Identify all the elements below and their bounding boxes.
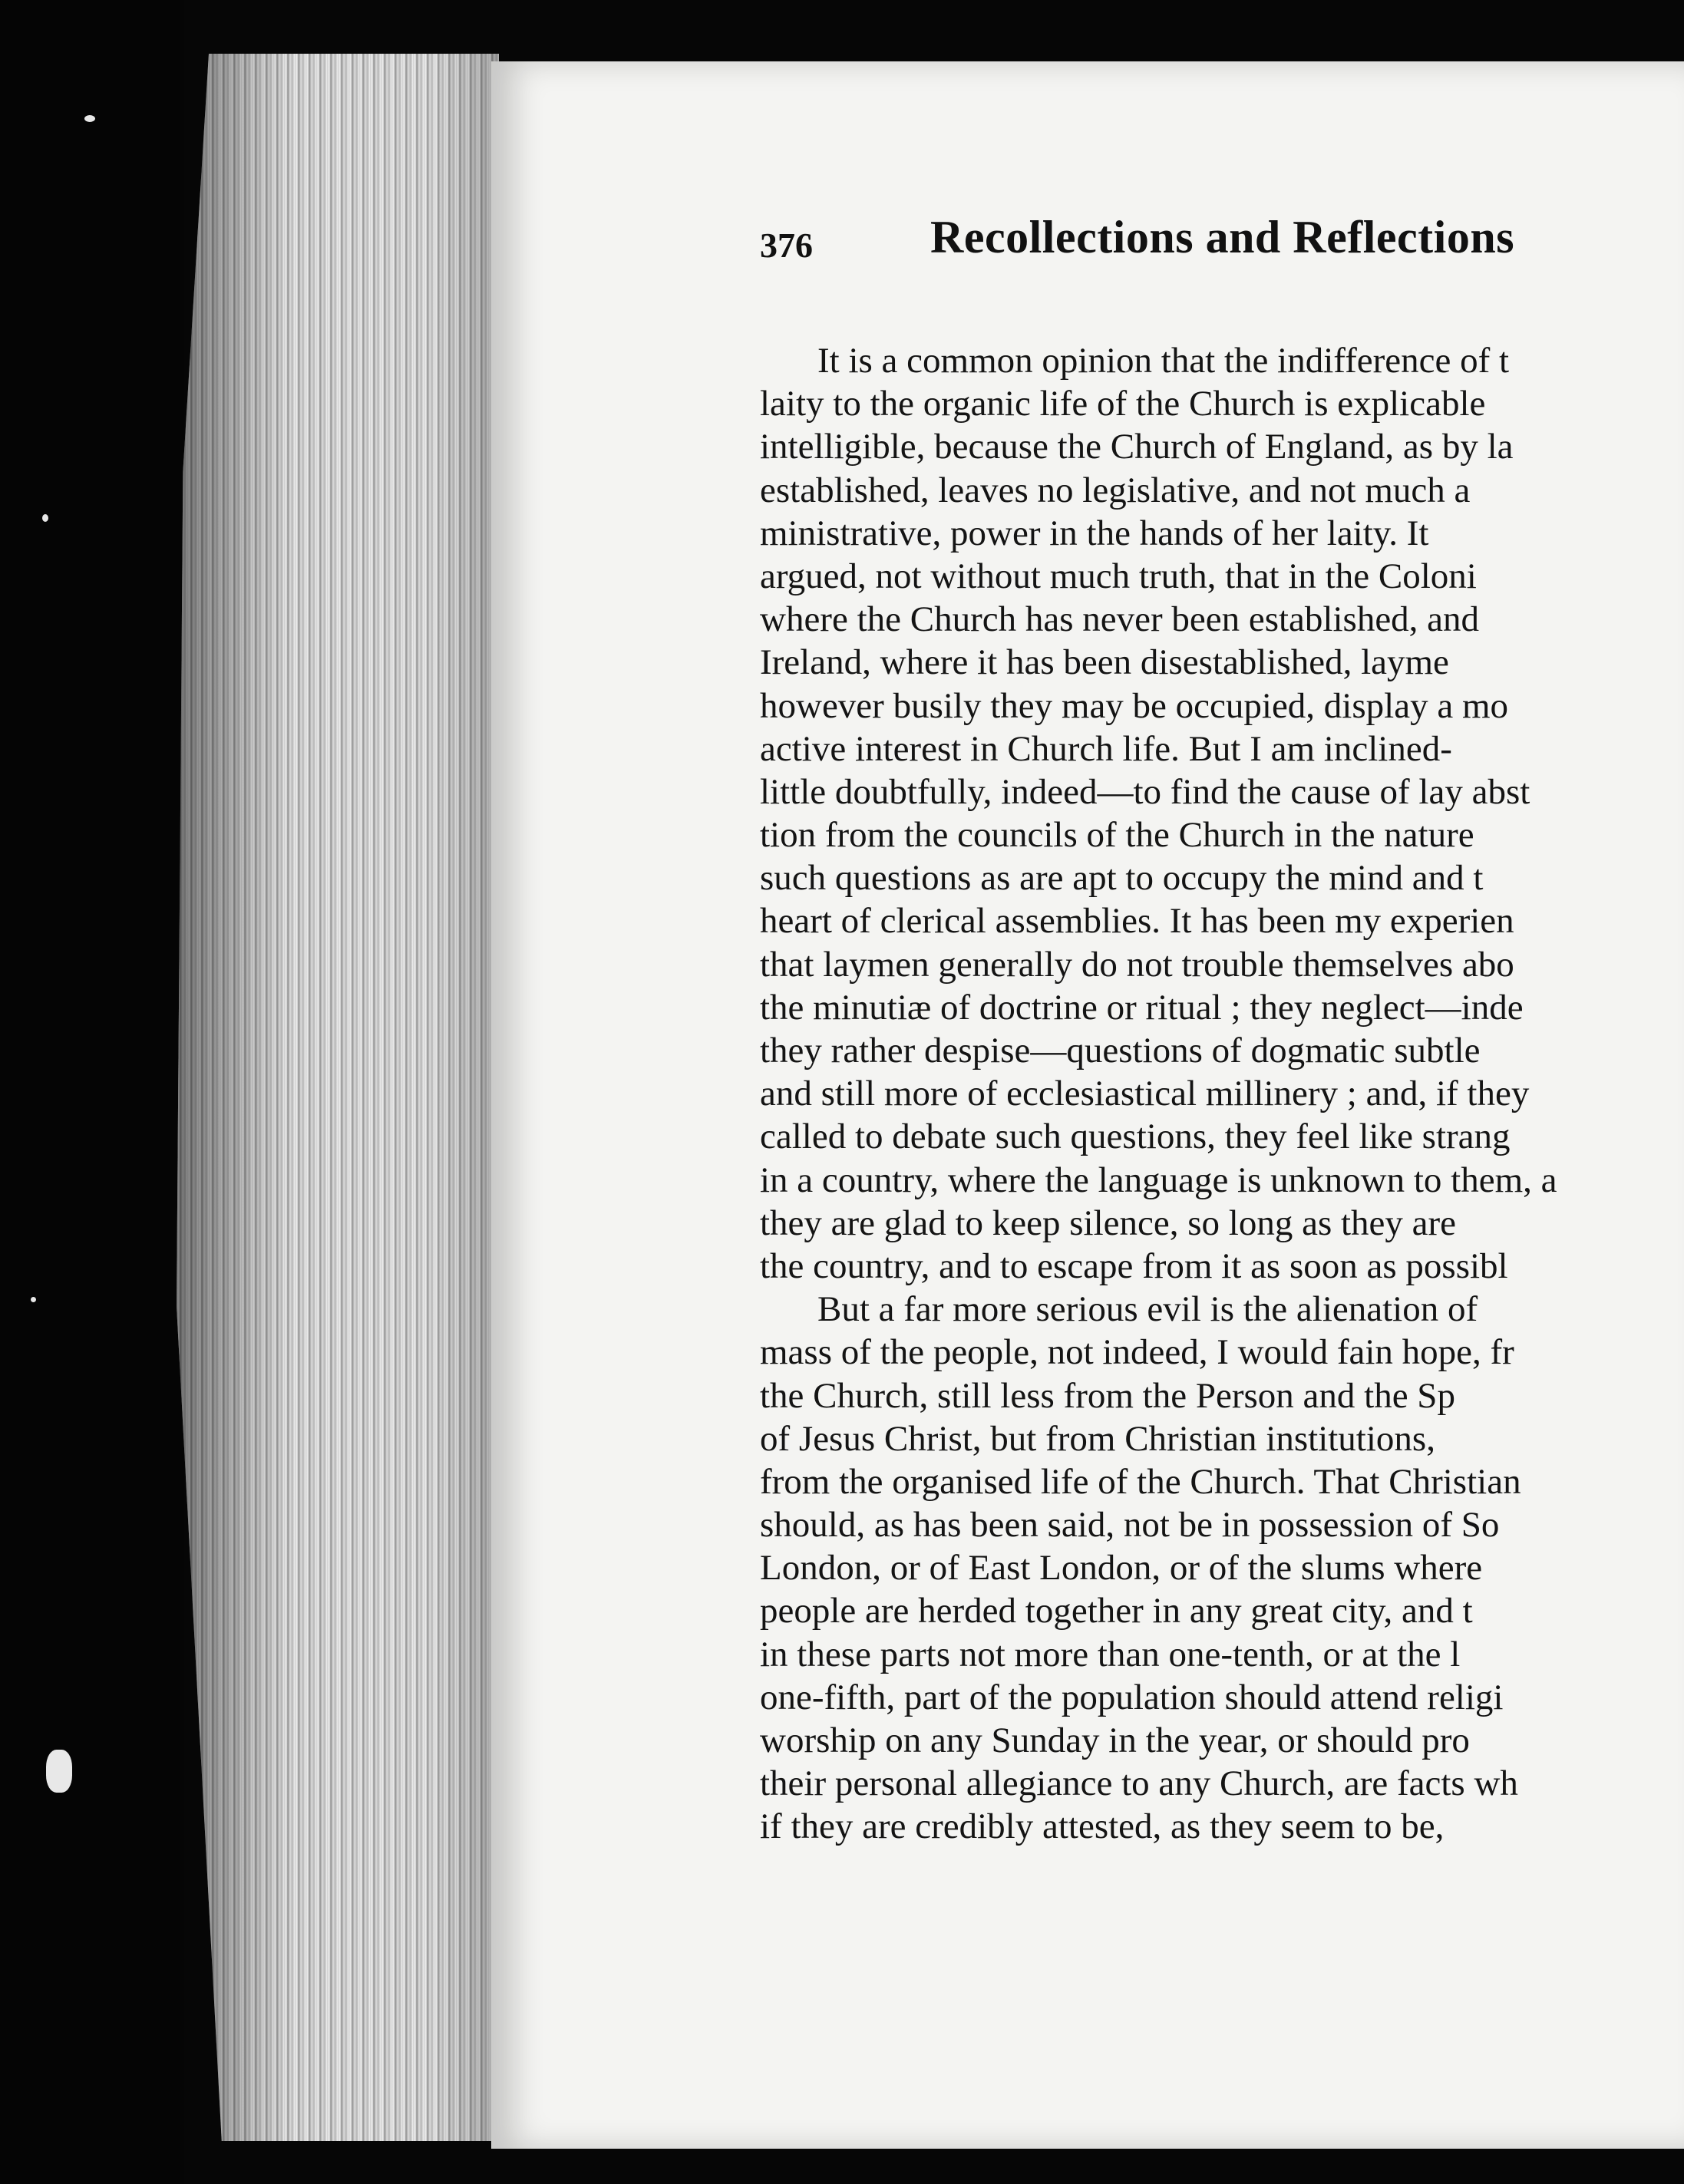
- text-line: laity to the organic life of the Church is explicable: [760, 384, 1486, 424]
- text-line: they rather despise—questions of dogmatic subtle: [760, 1031, 1481, 1071]
- text-line: from the organised life of the Church. That Christian: [760, 1461, 1521, 1502]
- page-number: 376: [760, 226, 813, 265]
- text-line: little doubtfully, indeed—to find the cause of lay abst: [760, 771, 1530, 812]
- background-left: [0, 0, 184, 2184]
- text-line: It is a common opinion that the indifference of t: [817, 341, 1510, 381]
- text-line: the minutiæ of doctrine or ritual ; they neglect—inde: [760, 987, 1524, 1028]
- text-line: people are herded together in any great city, and t: [760, 1591, 1473, 1631]
- text-line: however busily they may be occupied, display a mo: [760, 685, 1508, 726]
- text-line: and still more of ecclesiastical millinery ; and, if they: [760, 1074, 1530, 1114]
- dust-speck: [84, 115, 95, 122]
- text-line: called to debate such questions, they feel like strang: [760, 1117, 1511, 1157]
- text-line: Ireland, where it has been disestablished, layme: [760, 642, 1449, 683]
- text-line: in these parts not more than one-tenth, or at the l: [760, 1634, 1461, 1674]
- text-line: if they are credibly attested, as they seem to be,: [760, 1806, 1445, 1847]
- text-line: the country, and to escape from it as soon as possibl: [760, 1245, 1508, 1286]
- text-line: heart of clerical assemblies. It has been my experien: [760, 901, 1514, 942]
- running-title: Recollections and Reflections: [930, 212, 1515, 262]
- text-line: mass of the people, not indeed, I would fain hope, fr: [760, 1332, 1514, 1373]
- text-line: tion from the councils of the Church in the nature: [760, 815, 1474, 856]
- dust-speck: [46, 1750, 72, 1793]
- page-header: [760, 211, 1684, 280]
- book-page: [491, 61, 1684, 2149]
- text-line: intelligible, because the Church of England, as by la: [760, 427, 1514, 467]
- text-line: of Jesus Christ, but from Christian institutions,: [760, 1418, 1435, 1459]
- text-line: argued, not without much truth, that in the Coloni: [760, 556, 1477, 596]
- text-line: they are glad to keep silence, so long as they are: [760, 1203, 1457, 1243]
- body-text: [760, 339, 1684, 1849]
- dust-speck: [42, 514, 48, 522]
- text-line: the Church, still less from the Person and the Sp: [760, 1375, 1455, 1416]
- text-line: one-fifth, part of the population should attend religi: [760, 1677, 1504, 1717]
- text-line: established, leaves no legislative, and not much a: [760, 470, 1471, 510]
- text-line: such questions as are apt to occupy the mind and t: [760, 858, 1484, 899]
- text-line: where the Church has never been established, and: [760, 599, 1480, 640]
- text-line: active interest in Church life. But I am inclined-: [760, 728, 1452, 769]
- text-line: ministrative, power in the hands of her laity. It: [760, 513, 1429, 553]
- dust-speck: [31, 1297, 36, 1302]
- text-line: that laymen generally do not trouble themselves abo: [760, 944, 1514, 985]
- text-line: worship on any Sunday in the year, or should pro: [760, 1720, 1470, 1760]
- book-page-edges: [177, 54, 499, 2141]
- text-line: But a far more serious evil is the alienation of: [817, 1289, 1478, 1330]
- text-line: should, as has been said, not be in possession of So: [760, 1505, 1500, 1546]
- text-line: London, or of East London, or of the slums where: [760, 1548, 1483, 1589]
- text-line: their personal allegiance to any Church, are facts wh: [760, 1763, 1518, 1804]
- text-line: in a country, where the language is unknown to them, a: [760, 1160, 1557, 1200]
